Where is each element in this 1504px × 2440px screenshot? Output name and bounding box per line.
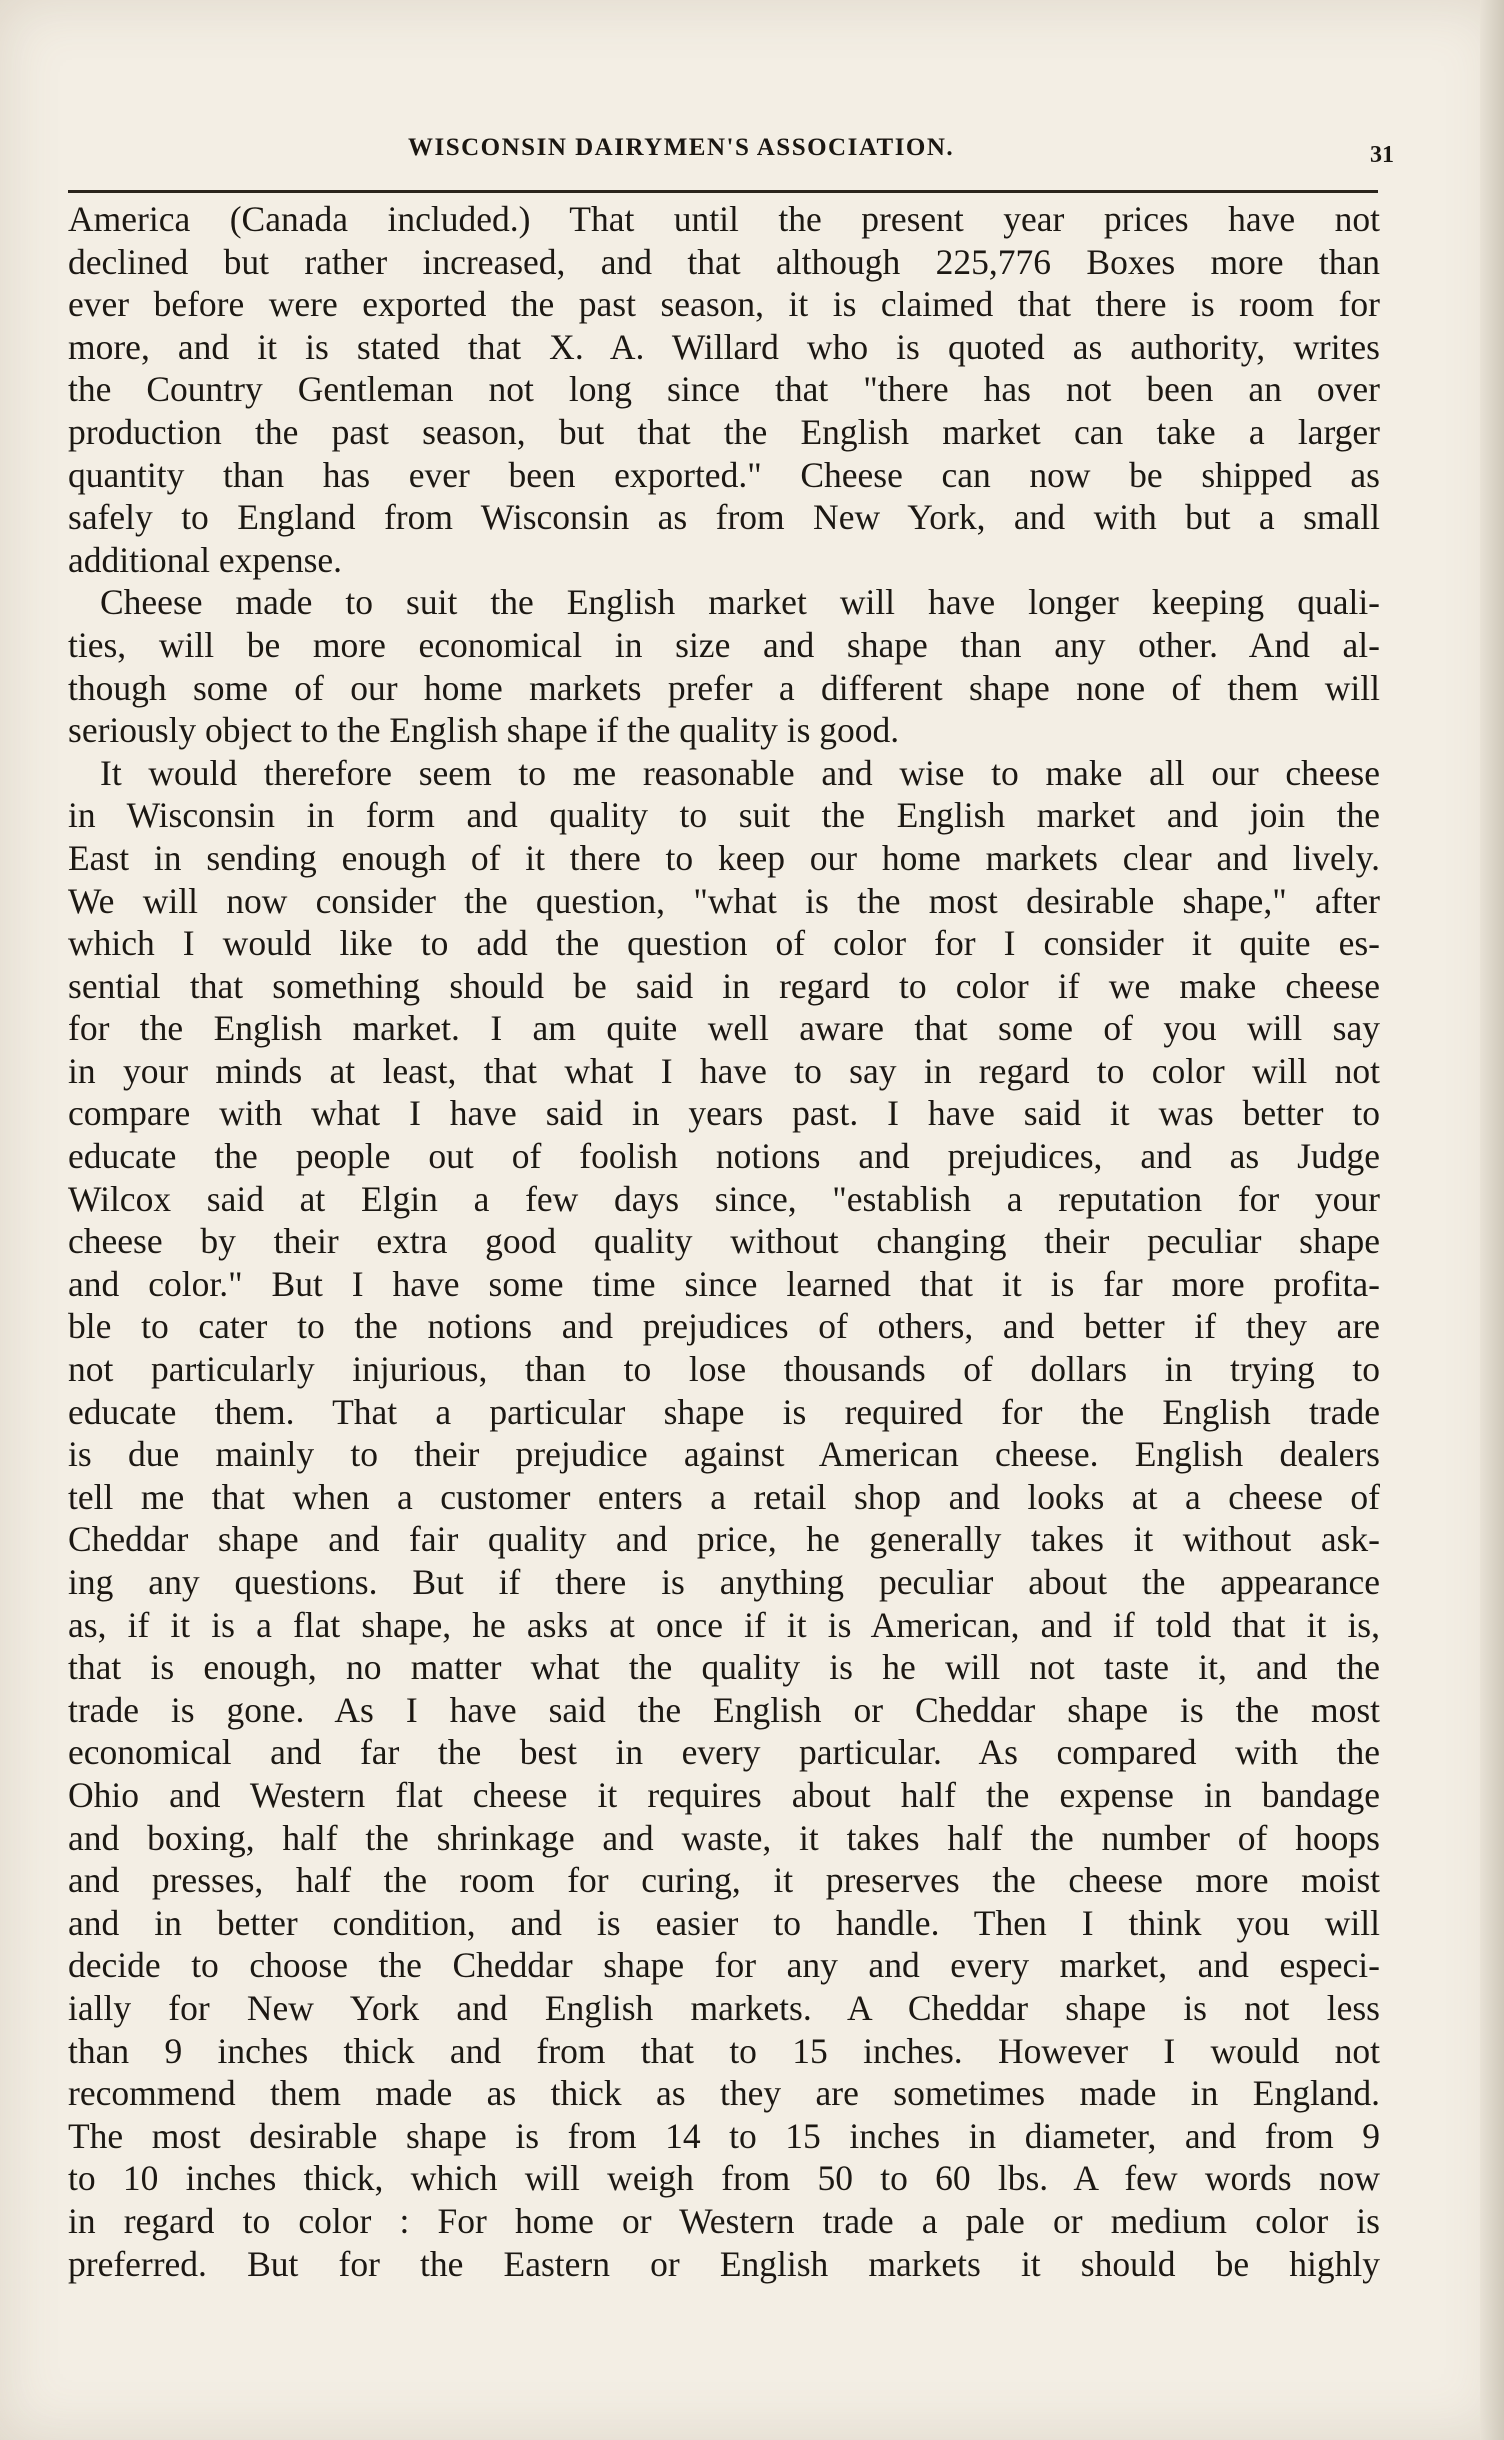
text-line: recommend them made as thick as they are sometimes made in England.: [68, 2073, 1380, 2114]
text-line: The most desirable shape is from 14 to 15 inches in diameter, and from 9: [68, 2115, 1380, 2156]
text-line: It would therefore seem to me reasonable and wise to make all our cheese: [100, 752, 1380, 793]
text-line: that is enough, no matter what the quality is he will not taste it, and the: [68, 1647, 1380, 1688]
text-line: as, if it is a flat shape, he asks at once if it is American, and if told that it is,: [68, 1604, 1380, 1645]
text-line: not particularly injurious, than to lose thousands of dollars in trying to: [68, 1349, 1380, 1390]
text-line: and in better condition, and is easier to handle. Then I think you will: [68, 1902, 1380, 1943]
text-line: the Country Gentleman not long since that "there has not been an over: [68, 369, 1380, 410]
text-line: Ohio and Western flat cheese it requires about half the expense in bandage: [68, 1774, 1380, 1815]
text-line: ble to cater to the notions and prejudices of others, and better if they are: [68, 1306, 1380, 1347]
text-line: trade is gone. As I have said the English or Cheddar shape is the most: [68, 1689, 1380, 1730]
text-line: preferred. But for the Eastern or English markets it should be highly: [68, 2243, 1380, 2284]
text-line: ever before were exported the past season, it is claimed that there is room for: [68, 284, 1380, 325]
text-line: more, and it is stated that X. A. Willard who is quoted as authority, writes: [68, 326, 1380, 367]
page-edge: [1480, 0, 1504, 2440]
text-line: compare with what I have said in years past. I have said it was better to: [68, 1093, 1380, 1134]
text-line: and presses, half the room for curing, it preserves the cheese more moist: [68, 1860, 1380, 1901]
text-line: America (Canada included.) That until the present year prices have not: [68, 199, 1380, 239]
text-line: ing any questions. But if there is anything peculiar about the appearance: [68, 1562, 1380, 1602]
text-line: is due mainly to their prejudice against American cheese. English dealers: [68, 1434, 1380, 1475]
text-line: East in sending enough of it there to keep our home markets clear and lively.: [68, 837, 1380, 878]
text-line: ially for New York and English markets. A Cheddar shape is not less: [68, 1987, 1380, 2028]
text-line: and boxing, half the shrinkage and waste, it takes half the number of hoops: [68, 1817, 1380, 1858]
header-rule: [68, 190, 1378, 193]
text-line: which I would like to add the question of color for I consider it quite es-: [68, 923, 1380, 964]
text-line: seriously object to the English shape if the quality is good.: [68, 710, 900, 751]
body-text: [68, 198, 1380, 2285]
text-line: safely to England from Wisconsin as from New York, and with but a small: [68, 497, 1380, 538]
running-title: WISCONSIN DAIRYMEN'S ASSOCIATION.: [408, 134, 955, 161]
text-line: Cheddar shape and fair quality and price, he generally takes it without ask-: [68, 1519, 1380, 1560]
text-line: declined but rather increased, and that although 225,776 Boxes more than: [68, 241, 1380, 282]
text-line: than 9 inches thick and from that to 15 inches. However I would not: [68, 2030, 1380, 2071]
text-line: cheese by their extra good quality without changing their peculiar shape: [68, 1221, 1380, 1262]
text-line: educate them. That a particular shape is required for the English trade: [68, 1391, 1380, 1432]
text-line: educate the people out of foolish notions and prejudices, and as Judge: [68, 1136, 1380, 1177]
text-line: Cheese made to suit the English market will have longer keeping quali-: [100, 582, 1380, 623]
text-line: to 10 inches thick, which will weigh from 50 to 60 lbs. A few words now: [68, 2158, 1380, 2199]
text-line: Wilcox said at Elgin a few days since, "establish a reputation for your: [68, 1178, 1380, 1219]
text-line: quantity than has ever been exported." Cheese can now be shipped as: [68, 454, 1380, 495]
running-header: [68, 128, 1394, 176]
text-line: production the past season, but that the English market can take a larger: [68, 411, 1380, 452]
text-line: and color." But I have some time since learned that it is far more profita-: [68, 1263, 1380, 1304]
text-line: in your minds at least, that what I have to say in regard to color will not: [68, 1050, 1380, 1091]
text-line: sential that something should be said in regard to color if we make cheese: [68, 965, 1380, 1006]
text-line: ties, will be more economical in size and shape than any other. And al-: [68, 624, 1380, 665]
text-line: additional expense.: [68, 539, 343, 580]
page-number: 31: [1370, 142, 1394, 168]
text-line: in regard to color : For home or Western trade a pale or medium color is: [68, 2200, 1380, 2241]
text-line: though some of our home markets prefer a different shape none of them will: [68, 667, 1380, 708]
text-line: for the English market. I am quite well aware that some of you will say: [68, 1008, 1380, 1049]
text-line: in Wisconsin in form and quality to suit the English market and join the: [68, 795, 1380, 836]
text-line: economical and far the best in every particular. As compared with the: [68, 1732, 1380, 1773]
text-line: decide to choose the Cheddar shape for any and every market, and especi-: [68, 1945, 1380, 1986]
text-line: tell me that when a customer enters a retail shop and looks at a cheese of: [68, 1476, 1380, 1517]
text-line: We will now consider the question, "what is the most desirable shape," after: [68, 880, 1380, 921]
